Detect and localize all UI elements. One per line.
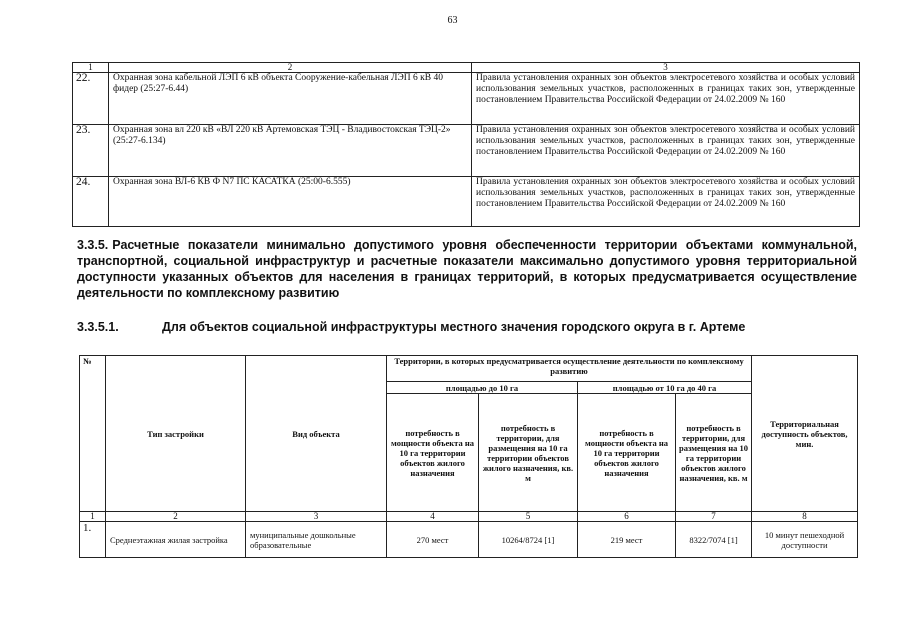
zone-name: Охранная зона вл 220 кВ «ВЛ 220 кВ Артемовская ТЭЦ - Владивостокская ТЭЦ-2» (25:27-6.134) bbox=[109, 125, 472, 177]
area-up-to-10ha: 10264/8724 [1] bbox=[479, 522, 578, 558]
building-type: Среднеэтажная жилая застройка bbox=[106, 522, 246, 558]
column-number: 3 bbox=[246, 512, 387, 522]
section-number: 3.3.5. bbox=[77, 238, 109, 252]
column-number: 5 bbox=[479, 512, 578, 522]
table-row bbox=[80, 522, 858, 558]
capacity-10-to-40ha: 219 мест bbox=[578, 522, 676, 558]
zone-name: Охранная зона кабельной ЛЭП 6 кВ объекта Сооружение-кабельная ЛЭП 6 кВ 40 фидер (25:27-6.44) bbox=[109, 73, 472, 125]
table-header-row bbox=[73, 63, 860, 73]
col-a2-header: потребность в территории, для размещения на 10 га территории объектов жилого назначения, кв. м bbox=[479, 394, 578, 512]
zone-rules: Правила установления охранных зон объектов электросетевого хозяйства и особых условий использования земельных участков, расположенных в границах таких зон, утвержденные постановлением Правительства Российской Федерации от 24.02.2009 № 160 bbox=[472, 125, 860, 177]
area-10-to-40ha: 8322/7074 [1] bbox=[676, 522, 752, 558]
col-type-header: Тип застройки bbox=[106, 356, 246, 512]
subsection-number: 3.3.5.1. bbox=[77, 320, 119, 334]
column-number: 4 bbox=[387, 512, 479, 522]
section-heading bbox=[77, 237, 857, 301]
row-number: 22. bbox=[73, 73, 109, 125]
col-b1-header: потребность в мощности объекта на 10 га территории объектов жилого назначения bbox=[578, 394, 676, 512]
column-numbers-row bbox=[80, 512, 858, 522]
header-cell: 2 bbox=[109, 63, 472, 73]
column-number: 1 bbox=[80, 512, 106, 522]
zone-name: Охранная зона ВЛ-6 КВ Ф N7 ПС КАСАТКА (25:00-6.555) bbox=[109, 177, 472, 227]
col-b2-header: потребность в территории, для размещения на 10 га территории объектов жилого назначения, кв. м bbox=[676, 394, 752, 512]
row-number: 24. bbox=[73, 177, 109, 227]
capacity-up-to-10ha: 270 мест bbox=[387, 522, 479, 558]
column-number: 7 bbox=[676, 512, 752, 522]
page-number: 63 bbox=[447, 15, 458, 26]
subsection-heading bbox=[77, 319, 857, 335]
subsection-title: Для объектов социальной инфраструктуры местного значения городского округа в г. Артеме bbox=[162, 320, 746, 334]
header-cell: 1 bbox=[73, 63, 109, 73]
col-access-header: Территориальная доступность объектов, мин. bbox=[752, 356, 858, 512]
zone-rules: Правила установления охранных зон объектов электросетевого хозяйства и особых условий использования земельных участков, расположенных в границах таких зон, утвержденные постановлением Правительства Российской Федерации от 24.02.2009 № 160 bbox=[472, 73, 860, 125]
column-number: 2 bbox=[106, 512, 246, 522]
col-number-header: № bbox=[80, 356, 106, 512]
column-number: 6 bbox=[578, 512, 676, 522]
table-row bbox=[73, 73, 860, 125]
column-number: 8 bbox=[752, 512, 858, 522]
zone-rules: Правила установления охранных зон объектов электросетевого хозяйства и особых условий использования земельных участков, расположенных в границах таких зон, утвержденные постановлением Правительства Российской Федерации от 24.02.2009 № 160 bbox=[472, 177, 860, 227]
subgroup-header-a: площадью до 10 га bbox=[387, 382, 578, 394]
accessibility: 10 минут пешеходной доступности bbox=[752, 522, 858, 558]
col-kind-header: Вид объекта bbox=[246, 356, 387, 512]
table-row bbox=[73, 125, 860, 177]
group-header: Территории, в которых предусматривается осуществление деятельности по комплексному развитию bbox=[387, 356, 752, 382]
protection-zones-table bbox=[72, 62, 860, 227]
object-kind: муниципальные дошкольные образовательные bbox=[246, 522, 387, 558]
header-cell: 3 bbox=[472, 63, 860, 73]
section-title: Расчетные показатели минимально допустимого уровня обеспеченности территории объектами коммунальной, транспортной, социальной инфраструктур и расчетные показатели максимально допустимого уровня территориальной доступности указанных объектов для населения в границах территорий, в которых предусматривается осуществление деятельности по комплексному развитию bbox=[77, 238, 857, 300]
social-infrastructure-table bbox=[79, 355, 858, 558]
row-number: 23. bbox=[73, 125, 109, 177]
table-row bbox=[73, 177, 860, 227]
subgroup-header-b: площадью от 10 га до 40 га bbox=[578, 382, 752, 394]
row-number: 1. bbox=[80, 522, 106, 558]
col-a1-header: потребность в мощности объекта на 10 га территории объектов жилого назначения bbox=[387, 394, 479, 512]
